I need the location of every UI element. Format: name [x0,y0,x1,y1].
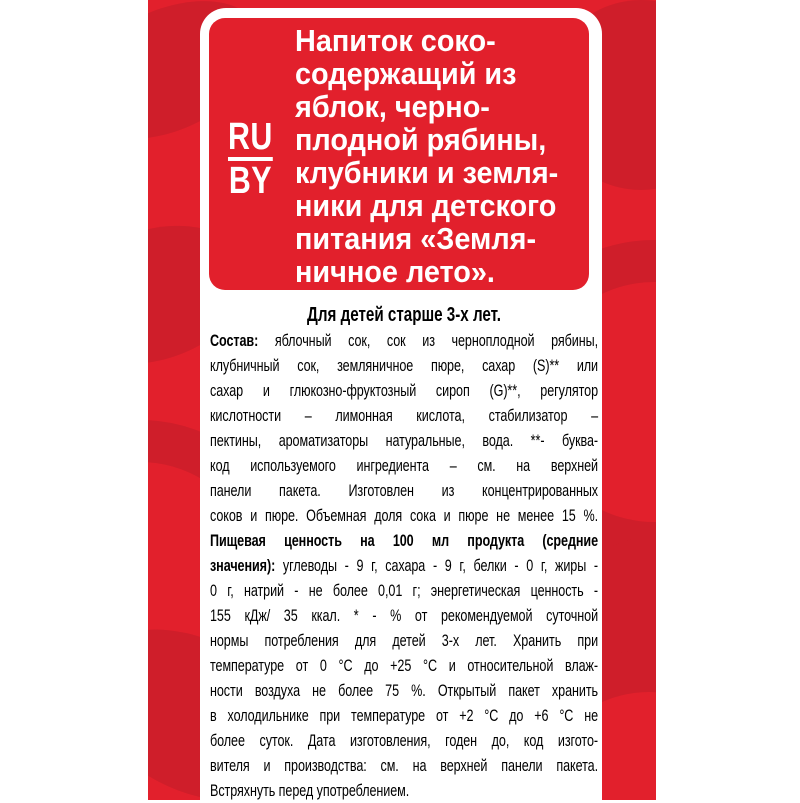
body-line-text: пектины, ароматизаторы натуральные, вода. **- буква- [210,431,599,450]
body-line-text: вителя и производства: см. на верхней панели пакета. [210,756,599,775]
age-restriction: Для детей старше 3-х лет. [307,303,501,326]
body-line [210,678,598,703]
body-line-text: Встряхнуть перед употреблением. [210,781,410,800]
body-line-text: яблочный сок, сок из черноплодной рябины, [258,331,599,350]
body-line-bold: Пищевая ценность на 100 мл продукта (средние [210,531,599,550]
product-title-line: плодной рябины, [295,122,547,157]
body-line [210,503,598,528]
body-line [210,578,598,603]
body-line [210,403,598,428]
product-title-line: содержащий из [295,56,517,91]
body-line-text: сахар и глюкозно-фруктозный сироп (G)**, регулятор [210,381,599,400]
product-title-panel [209,18,589,290]
label-body [210,302,598,803]
product-title [295,24,589,288]
ru-by-logo [228,116,273,202]
product-title-line: ники для детского [295,188,557,223]
body-line-bold: Состав: [210,331,259,350]
product-title-line: яблок, черно- [295,89,490,124]
body-line [210,603,598,628]
body-line-text: панели пакета. Изготовлен из концентрированных [210,481,599,500]
body-line-text: в холодильнике при температуре от +2 °С до +6 °С не [210,706,599,725]
body-line [210,628,598,653]
body-line-text: 155 кДж/ 35 ккал. * - % от рекомендуемой суточной [210,606,599,625]
body-line-text: кислотности – лимонная кислота, стабилизатор – [210,406,599,425]
body-line-text: клубничный сок, земляничное пюре, сахар (S)** или [210,356,599,375]
body-line [210,428,598,453]
body-line-text: нормы потребления для детей 3-х лет. Хранить при [210,631,599,650]
by-country-code: BY [228,160,272,202]
body-line-text: углеводы - 9 г, сахара - 9 г, белки - 0 г, жиры - [275,556,599,575]
body-line [210,478,598,503]
product-title-line: клубники и земля- [295,155,559,190]
body-line [210,378,598,403]
body-line [210,528,598,553]
body-line [210,553,598,578]
body-line-text: соков и пюре. Объемная доля сока и пюре не менее 15 %. [210,506,599,525]
body-line [210,728,598,753]
body-line [210,703,598,728]
body-line [210,753,598,778]
body-line [210,778,598,803]
body-line [210,653,598,678]
product-title-line: ничное лето». [295,254,495,289]
body-line-text: 0 г, натрий - не более 0,01 г; энергетическая ценность - [210,581,599,600]
body-line-bold: значения): [210,556,276,575]
body-line-text: код используемого ингредиента – см. на верхней [210,456,599,475]
ru-country-code: RU [228,120,273,161]
product-title-line: питания «Земля- [295,221,537,256]
body-line-text: ности воздуха не более 75 %. Открытый пакет хранить [210,681,599,700]
product-title-line: Напиток соко- [295,23,496,58]
body-line [210,453,598,478]
body-line [210,328,598,353]
body-line [210,353,598,378]
body-line-text: более суток. Дата изготовления, годен до, код изгото- [210,731,599,750]
label-card [200,8,602,800]
body-line-text: температуре от 0 °С до +25 °С и относительной влаж- [210,656,599,675]
